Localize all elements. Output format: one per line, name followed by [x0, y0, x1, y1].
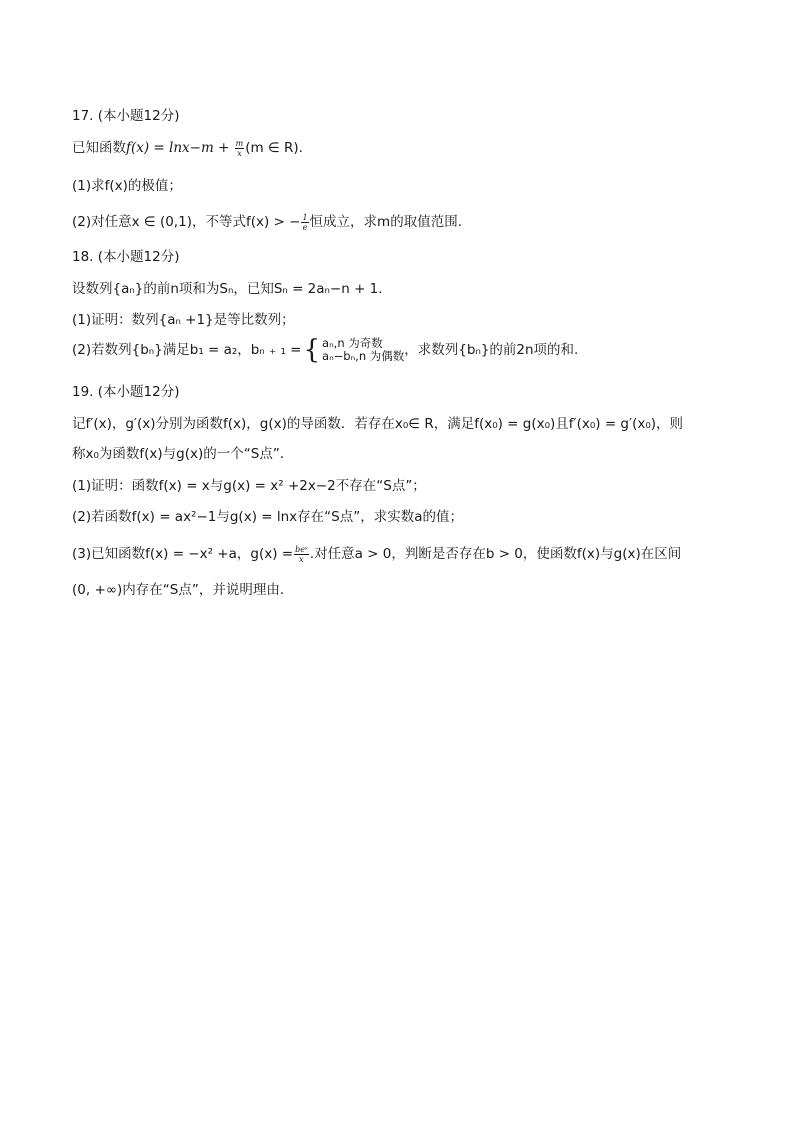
problem-17-fraction — [235, 139, 245, 158]
problem-17-stem-pre: 已知函数 — [72, 140, 126, 156]
problem-19-question-3-line-2: (0, +∞)内存在“S点”，并说明理由. — [72, 582, 285, 598]
problem-18-q2-post: ，求数列{bₙ}的前2n项的和. — [404, 342, 579, 358]
fraction-denominator: x — [237, 148, 242, 158]
problem-19-heading: 19. (本小题12分) — [72, 384, 180, 400]
problem-17-heading: 17. (本小题12分) — [72, 108, 180, 124]
fraction-numerator: beˣ — [295, 544, 308, 554]
problem-17-question-1: (1)求f(x)的极值； — [72, 178, 182, 194]
problem-17-q2-pre: (2)对任意x ∈ (0,1)，不等式f(x) > − — [72, 214, 301, 230]
piecewise-case-odd: aₙ,n 为奇数 — [322, 336, 383, 350]
problem-17-stem-math: f(x) = lnx−m + — [126, 140, 234, 156]
problem-17-question-2 — [72, 212, 462, 232]
problem-18-question-2 — [72, 337, 578, 363]
problem-18-heading: 18. (本小题12分) — [72, 249, 180, 265]
problem-18-piecewise — [322, 337, 404, 363]
piecewise-case-even: aₙ−bₙ,n 为偶数 — [322, 349, 405, 363]
problem-17-stem-post: (m ∈ R). — [245, 140, 303, 156]
problem-18-stem: 设数列{aₙ}的前n项和为Sₙ，已知Sₙ = 2aₙ−n + 1. — [72, 281, 383, 297]
problem-18-question-1: (1)证明：数列{aₙ +1}是等比数列； — [72, 312, 295, 328]
problem-19-q3-post: .对任意a > 0，判断是否存在b > 0，使函数f(x)与g(x)在区间 — [309, 546, 682, 562]
problem-19-question-2: (2)若函数f(x) = ax²−1与g(x) = lnx存在“S点”，求实数a的值； — [72, 509, 463, 525]
fraction-denominator: x — [299, 554, 304, 564]
piecewise-brace: { — [303, 335, 321, 365]
fraction-numerator: m — [235, 138, 244, 148]
problem-19-stem-line-2: 称x₀为函数f(x)与g(x)的一个“S点”． — [72, 446, 294, 462]
problem-17-q2-post: 恒成立，求m的取值范围. — [309, 214, 462, 230]
fraction-denominator: e — [302, 222, 308, 232]
problem-17-q2-fraction — [301, 213, 308, 232]
problem-17-stem — [72, 138, 303, 158]
problem-19-question-3 — [72, 544, 681, 564]
fraction-numerator: 1 — [302, 212, 308, 222]
problem-19-q3-fraction — [294, 545, 309, 564]
problem-19-stem-line-1: 记f′(x)，g′(x)分别为函数f(x)，g(x)的导函数．若存在x₀∈ R，满足f(x₀) = g(x₀)且f′(x₀) = g′(x₀)，则 — [72, 416, 683, 432]
problem-19-question-1: (1)证明：函数f(x) = x与g(x) = x² +2x−2不存在“S点”； — [72, 478, 426, 494]
problem-18-q2-pre: (2)若数列{bₙ}满足b₁ = a₂，bₙ ₊ ₁ = — [72, 342, 302, 358]
problem-19-q3-pre: (3)已知函数f(x) = −x² +a，g(x) = — [72, 546, 294, 562]
